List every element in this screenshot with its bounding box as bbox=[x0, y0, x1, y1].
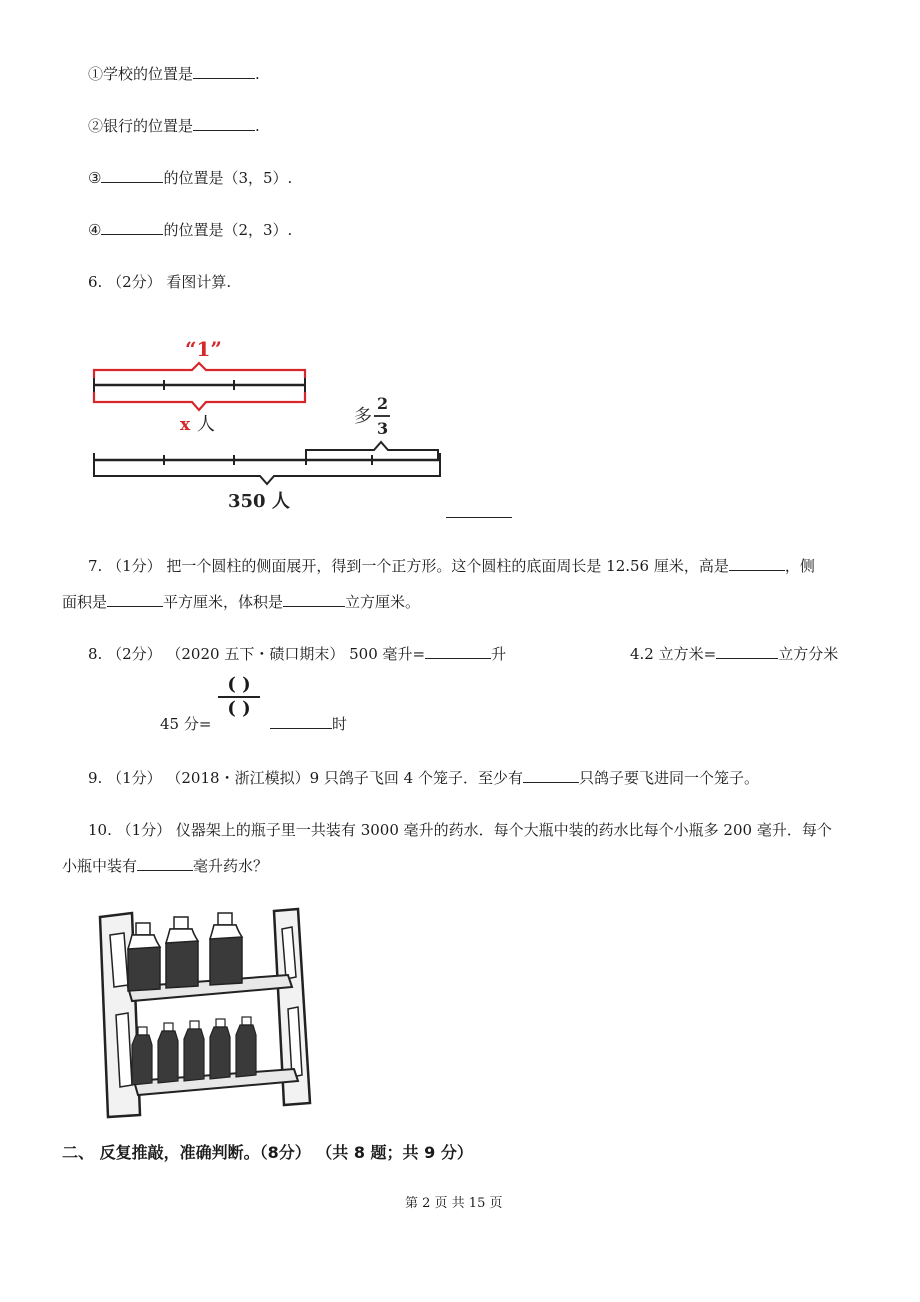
answer-blank[interactable] bbox=[283, 592, 345, 607]
total-label: 350 人 bbox=[228, 491, 290, 512]
total-brace bbox=[94, 467, 440, 484]
x-brace bbox=[94, 392, 305, 410]
answer-blank[interactable] bbox=[193, 116, 255, 131]
q8-line-1b bbox=[630, 644, 838, 664]
answer-blank[interactable] bbox=[101, 220, 163, 235]
answer-blank[interactable] bbox=[270, 714, 332, 729]
q7-text-d: 平方厘米，体积是 bbox=[163, 593, 284, 611]
fraction-numerator: 2 bbox=[377, 394, 389, 413]
q5-item-2 bbox=[88, 116, 260, 136]
small-bottle bbox=[184, 1021, 204, 1081]
fraction-denominator: 3 bbox=[377, 419, 389, 438]
q8-fraction bbox=[216, 674, 262, 720]
small-bottle bbox=[158, 1023, 178, 1083]
q5-item-1-suffix: . bbox=[255, 65, 260, 83]
q8-text-e: 时 bbox=[332, 715, 348, 733]
page-number: 第 2 页 共 15 页 bbox=[405, 1196, 503, 1211]
q7-line-2 bbox=[62, 592, 420, 612]
q10-line-2 bbox=[62, 856, 268, 876]
bottle-shelf-illustration bbox=[92, 905, 317, 1125]
shelf-slot bbox=[110, 933, 128, 987]
q6-header: 6. （2分） 看图计算. bbox=[88, 273, 232, 291]
q8-line-2-answer bbox=[270, 714, 347, 734]
q10-line-1: 10. （1分） 仪器架上的瓶子里一共装有 3000 毫升的药水．每个大瓶中装的药水比每个小瓶多 200 毫升．每个 bbox=[88, 821, 832, 839]
q7-text-b: ，侧 bbox=[784, 557, 815, 575]
q8-line-1a bbox=[88, 644, 506, 664]
q5-item-3 bbox=[88, 168, 292, 188]
q7-text-a: 7. （1分） 把一个圆柱的侧面展开，得到一个正方形。这个圆柱的底面周长是 12.56 厘米，高是 bbox=[88, 557, 729, 575]
answer-blank[interactable] bbox=[193, 64, 255, 79]
unit-label: “1” bbox=[185, 337, 222, 361]
q5-item-1-prefix: ①学校的位置是 bbox=[88, 65, 194, 83]
large-bottle bbox=[166, 917, 198, 988]
answer-blank[interactable] bbox=[137, 856, 193, 871]
q8-text-b: 升 bbox=[491, 645, 507, 663]
small-bottle bbox=[210, 1019, 230, 1079]
q7-line-1 bbox=[88, 556, 815, 576]
answer-blank[interactable] bbox=[729, 556, 785, 571]
q7-text-c: 面积是 bbox=[62, 593, 108, 611]
q8-line-2-label: 45 分= bbox=[160, 715, 212, 733]
q9-text-a: 9. （1分） （2018・浙江模拟）9 只鸽子飞回 4 个笼子．至少有 bbox=[88, 769, 523, 787]
q9-text-b: 只鸽子要飞进同一个笼子。 bbox=[578, 769, 759, 787]
q5-item-1 bbox=[88, 64, 260, 84]
x-unit-label: 人 bbox=[197, 414, 215, 435]
q7-text-e: 立方厘米。 bbox=[345, 593, 421, 611]
q5-item-4-prefix: ④ bbox=[88, 221, 102, 239]
answer-blank[interactable] bbox=[716, 644, 778, 659]
q8-text-d: 立方分米 bbox=[778, 645, 839, 663]
unit-brace bbox=[94, 363, 305, 378]
q5-item-3-prefix: ③ bbox=[88, 169, 102, 187]
q5-item-4-suffix: 的位置是（2，3）. bbox=[163, 221, 293, 239]
q10-text-a: 小瓶中装有 bbox=[62, 857, 138, 875]
q8-fraction-numerator: ( ) bbox=[227, 674, 251, 695]
answer-blank[interactable] bbox=[523, 768, 579, 783]
answer-blank[interactable] bbox=[101, 168, 163, 183]
q8-text-c: 4.2 立方米= bbox=[630, 645, 717, 663]
more-label: 多 bbox=[354, 406, 372, 427]
small-bottle bbox=[236, 1017, 256, 1077]
q5-item-3-suffix: 的位置是（3，5）. bbox=[163, 169, 293, 187]
q6-answer-blank[interactable] bbox=[446, 503, 512, 518]
q5-item-4 bbox=[88, 220, 292, 240]
q5-item-2-prefix: ②银行的位置是 bbox=[88, 117, 194, 135]
q10-text-b: 毫升药水？ bbox=[193, 857, 269, 875]
q8-fraction-denominator: ( ) bbox=[227, 698, 251, 719]
q8-text-a: 8. （2分） （2020 五下・碛口期末） 500 毫升= bbox=[88, 645, 426, 663]
section-2-title: 二、 反复推敲，准确判断。（8分） （共 8 题；共 9 分） bbox=[62, 1143, 473, 1162]
answer-blank[interactable] bbox=[107, 592, 163, 607]
q5-item-2-suffix: . bbox=[255, 117, 260, 135]
x-label: x bbox=[180, 415, 191, 435]
q6-line-segment-diagram bbox=[80, 330, 460, 520]
large-bottle bbox=[210, 913, 242, 985]
answer-blank[interactable] bbox=[425, 644, 491, 659]
q9-line bbox=[88, 768, 759, 788]
